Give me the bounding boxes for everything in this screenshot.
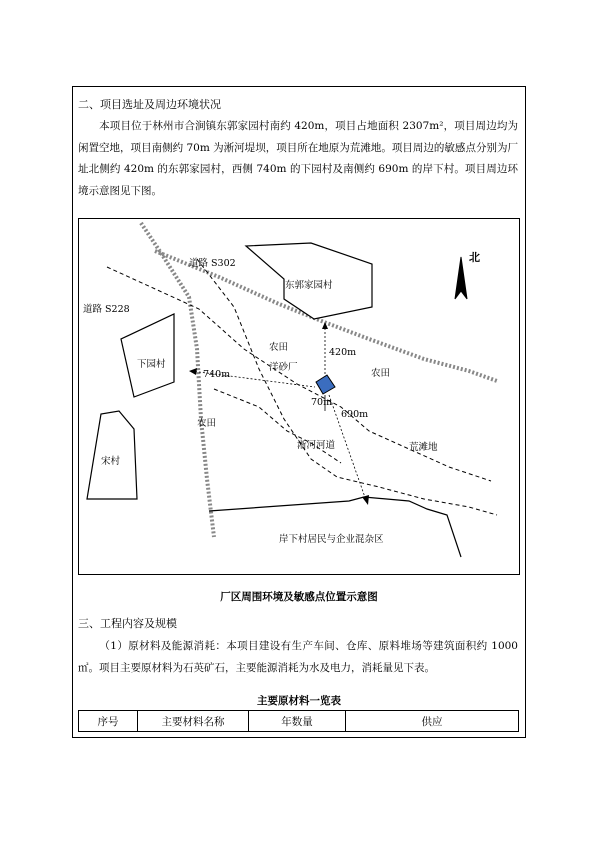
sand-plant-label: 洋砂厂 xyxy=(269,362,298,373)
road-s302-label: 道路 S302 xyxy=(189,258,236,269)
farmland-label-1: 农田 xyxy=(269,342,289,353)
section2-paragraph xyxy=(78,116,518,202)
river-label: 淅河河道 xyxy=(297,440,336,451)
environment-map xyxy=(78,218,520,575)
section2-text: 本项目位于林州市合涧镇东郭家园村南约 420m，项目占地面积 2307m²，项目周边均为闲置空地，项目南侧约 70m 为淅河堤坝，项目所在地原为荒滩地。项目周边的敏感点分别为厂址北侧约 420m 的东郭家园村，西侧 740m 的下园村及南侧约 690m 的岸下村。项目周边环境示意图见下图。 xyxy=(78,120,518,197)
distance-south-label: 690m xyxy=(341,409,369,420)
section3-text: （1）原材料及能源消耗：本项目建设有生产车间、仓库、原料堆场等建筑面积约 1000㎡。项目主要原材料为石英矿石，主要能源消耗为水及电力，消耗量见下表。 xyxy=(78,640,518,674)
farmland-label-3: 农田 xyxy=(197,418,217,429)
section3-paragraph xyxy=(78,636,518,679)
col-header-quantity: 年数量 xyxy=(249,711,346,732)
col-header-index: 序号 xyxy=(79,711,138,732)
anxia-area-label: 岸下村居民与企业混杂区 xyxy=(279,534,384,545)
north-label: 北 xyxy=(469,251,480,264)
project-site xyxy=(316,375,335,394)
col-header-material: 主要材料名称 xyxy=(138,711,249,732)
anxia-boundary xyxy=(209,497,461,557)
distance-north-label: 420m xyxy=(329,347,357,358)
farmland-label-2: 农田 xyxy=(371,368,391,379)
section2-heading: 二、项目选址及周边环境状况 xyxy=(78,98,221,111)
distance-west-label: 740m xyxy=(203,369,231,380)
north-arrow-icon xyxy=(455,257,467,299)
village-xiayuan-label: 下园村 xyxy=(137,359,166,370)
map-caption: 厂区周围环境及敏感点位置示意图 xyxy=(220,591,378,603)
arrowhead-west xyxy=(189,368,197,375)
arrowhead-south xyxy=(362,495,369,505)
road-s228-label: 道路 S228 xyxy=(83,304,130,315)
section3-heading: 三、工程内容及规模 xyxy=(78,617,177,630)
table-title: 主要原材料一览表 xyxy=(257,695,341,707)
distance-river-label: 70m xyxy=(311,397,333,408)
wasteland-label: 荒滩地 xyxy=(409,442,438,453)
arrowhead-north xyxy=(322,322,328,329)
village-song-label: 宋村 xyxy=(101,456,121,467)
village-dongguo-label: 东郭家园村 xyxy=(285,280,333,291)
table-header-row xyxy=(79,711,519,732)
map-svg xyxy=(79,219,521,576)
materials-table xyxy=(78,710,519,732)
col-header-supply: 供应 xyxy=(346,711,519,732)
